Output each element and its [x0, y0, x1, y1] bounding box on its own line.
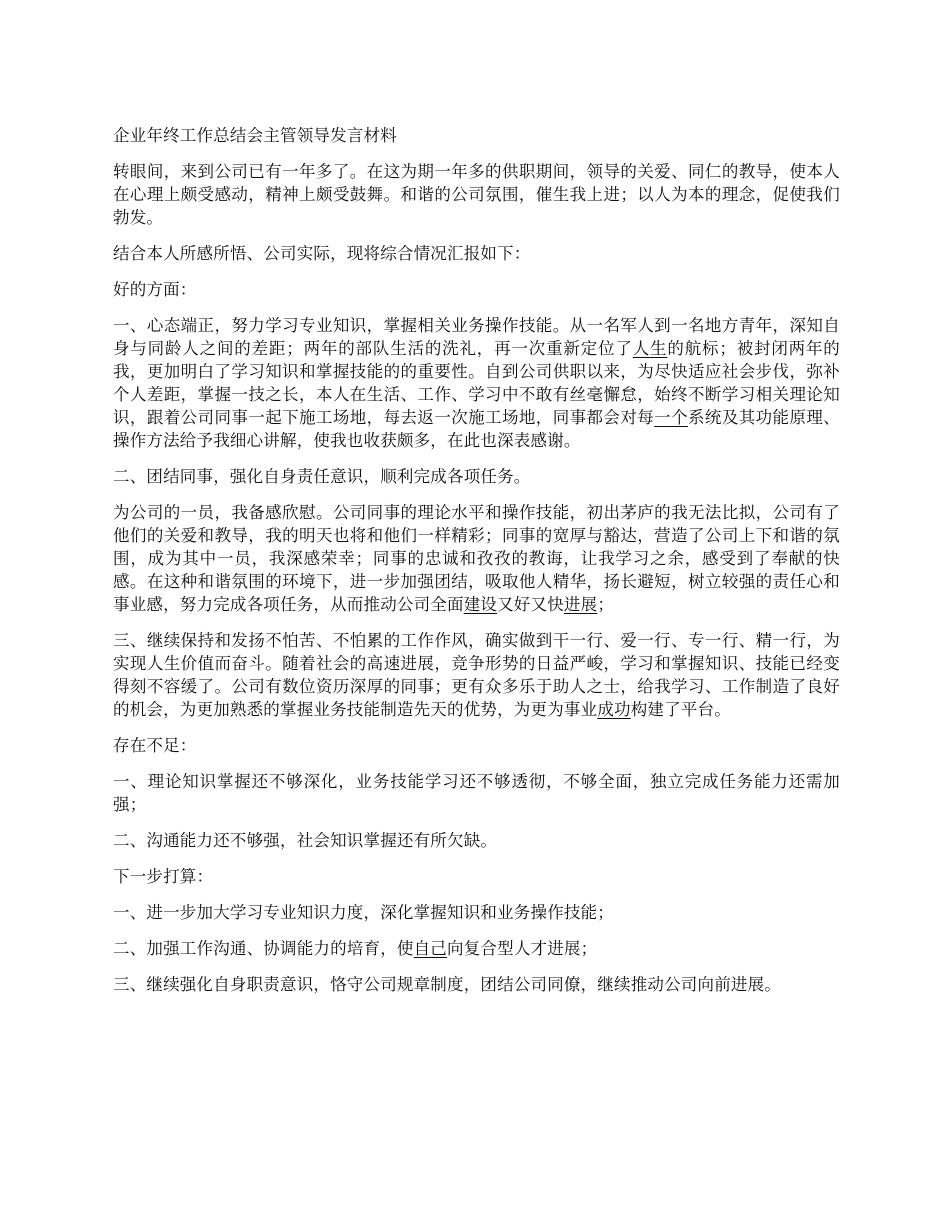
section-heading-strengths: 好的方面： [113, 280, 197, 299]
text-run: 二、加强工作沟通、协调能力的培育，使 [113, 939, 414, 958]
paragraph-strength-1 [113, 314, 840, 452]
paragraph-strength-3 [113, 629, 840, 721]
paragraph-weakness-1: 一、理论知识掌握还不够深化，业务技能学习还不够透彻，不够全面，独立完成任务能力还需加强； [113, 772, 840, 814]
paragraph-weakness-2: 二、沟通能力还不够强，社会知识掌握还有所欠缺。 [113, 831, 498, 850]
paragraph-strength-2 [113, 501, 840, 616]
paragraph-summary-lead: 结合本人所感所悟、公司实际，现将综合情况汇报如下： [113, 244, 531, 263]
text-run: 又好又快 [497, 595, 564, 614]
text-run: 向复合型人才进展； [447, 939, 598, 958]
paragraph-plan-2 [113, 937, 840, 960]
underlined-link[interactable]: 进展 [563, 595, 598, 614]
paragraph-intro: 转眼间，来到公司已有一年多了。在这为期一年多的供职期间，领导的关爱、同仁的教导，使本人在心理上颇受感动，精神上颇受鼓舞。和谐的公司氛围，催生我上进；以人为本的理念，促使我们勃发。 [113, 162, 840, 227]
text-run: 为公司的一员，我备感欣慰。公司同事的理论水平和操作技能，初出茅庐的我无法比拟，公司有了他们的关爱和教导，我的明天也将和他们一样精彩；同事的宽厚与豁达，营造了公司上下和谐的氛围，成为其中一员，我深感荣幸；同事的忠诚和孜孜的教诲，让我学习之余，感受到了奉献的快感。在这种和谐氛围的环境下，进一步加强团结，吸取他人精华，扬长避短，树立较强的责任心和事业感，努力完成各项任务，从而推动公司全面 [113, 503, 840, 614]
section-heading-next-steps: 下一步打算： [113, 867, 214, 886]
underlined-link[interactable]: 人生 [632, 339, 668, 358]
underlined-link[interactable]: 一个 [654, 408, 688, 427]
section-heading-weaknesses: 存在不足： [113, 736, 197, 755]
paragraph-strength-2-heading: 二、团结同事，强化自身责任意识，顺利完成各项任务。 [113, 467, 531, 486]
underlined-link[interactable]: 成功 [597, 700, 631, 719]
underlined-link[interactable]: 建设 [463, 595, 498, 614]
text-run: 的航标；被封闭两年的我，更加明白了学习知识和掌握技能的的重要性。自到公司供职以来，为尽快适应社会步伐，弥补个人差距，掌握一技之长，本人在生活、工作、学习中不敢有丝毫懈怠，始终不断学习相关理论知识，跟着公司同事一起下施工场地，每去返一次施工场地，同事都会对每 [113, 339, 841, 427]
text-run: 三、继续保持和发扬不怕苦、不怕累的工作作风，确实做到干一行、爱一行、专一行、精一行，为实现人生价值而奋斗。随着社会的高速进展，竞争形势的日益严峻，学习和掌握知识、技能已经变得刻不容缓了。公司有数位资历深厚的同事；更有众多乐于助人之士，给我学习、工作制造了良好的机会，为更加熟悉的掌握业务技能制造先天的优势，为更为事业 [113, 631, 840, 719]
underlined-link[interactable]: 自己 [413, 939, 448, 958]
text-run: 系统及其功能原理、操作方法给予我细心讲解，使我也收获颇多，在此也深表感谢。 [113, 408, 840, 450]
paragraph-plan-3: 三、继续强化自身职责意识，恪守公司规章制度，团结公司同僚，继续推动公司向前进展。 [113, 975, 781, 994]
text-run: ； [597, 595, 615, 614]
text-run: 构建了平台。 [630, 700, 731, 719]
document-body [113, 124, 840, 1009]
document-title: 企业年终工作总结会主管领导发言材料 [113, 126, 397, 145]
text-run: 一、心态端正，努力学习专业知识，掌握相关业务操作技能。从一名军人到一名地方青年，深知自身与同龄人之间的差距；两年的部队生活的洗礼，再一次重新定位了 [113, 316, 840, 358]
paragraph-plan-1: 一、进一步加大学习专业知识力度，深化掌握知识和业务操作技能； [113, 903, 614, 922]
